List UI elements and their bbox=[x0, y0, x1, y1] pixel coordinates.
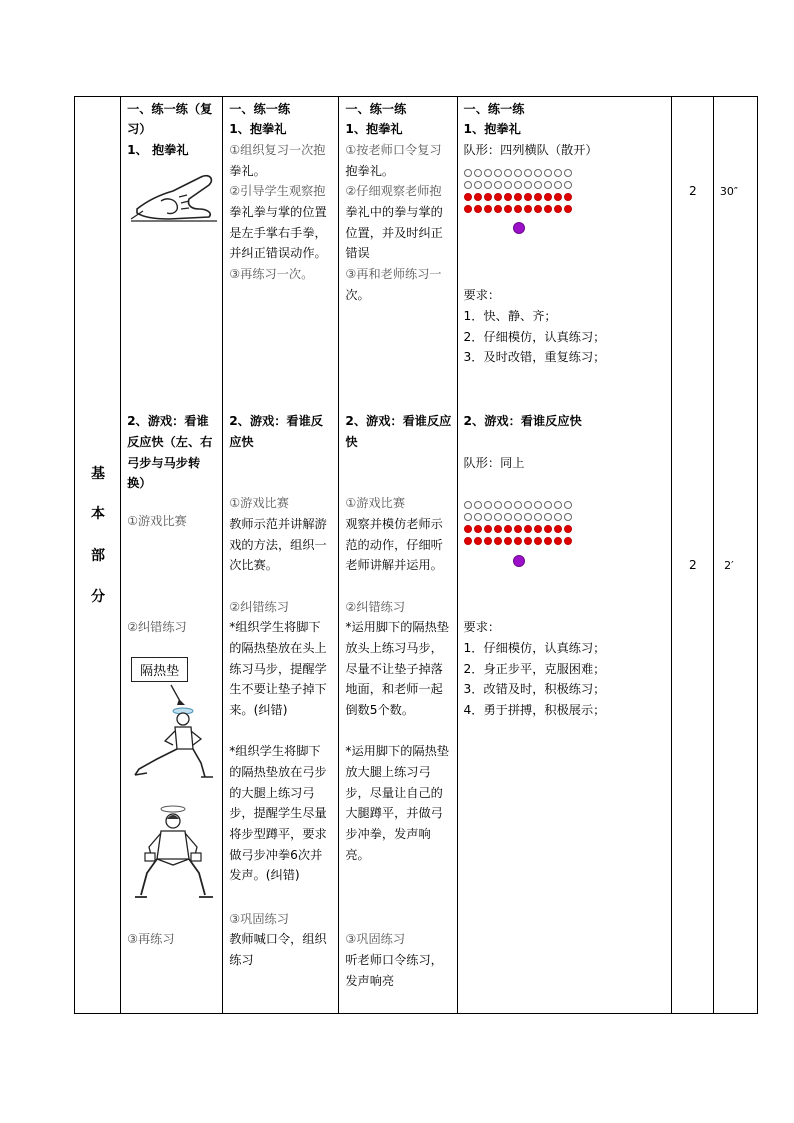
section-char: 分 bbox=[91, 589, 105, 605]
student-dot-filled bbox=[544, 193, 552, 201]
part2-student-heading: 2、游戏：看谁反应 bbox=[345, 414, 452, 428]
student-dot-filled bbox=[534, 205, 542, 213]
student-line: 次。 bbox=[345, 288, 370, 302]
teacher-game-line: 戏的方法，组织一 bbox=[229, 538, 327, 552]
student-dot-empty bbox=[494, 169, 502, 177]
fist-salute-illustration bbox=[129, 161, 219, 223]
student-dot-empty bbox=[474, 181, 482, 189]
part2-student-heading-cont: 快 bbox=[345, 435, 358, 449]
student-line: 拳礼中的拳与掌的 bbox=[345, 205, 443, 219]
formation-diagram-1 bbox=[464, 169, 572, 217]
student-dot-empty bbox=[484, 501, 492, 509]
student-dot-filled bbox=[534, 525, 542, 533]
teacher-line: 并纠正错误动作。 bbox=[229, 246, 327, 260]
times-column bbox=[671, 97, 713, 1014]
teacher-consolidate-line: 教师喊口令，组织 bbox=[229, 932, 327, 946]
student-correct-line: 倒数5个数。 bbox=[345, 703, 415, 717]
student-dot-filled bbox=[464, 537, 472, 545]
student-dot-empty bbox=[554, 501, 562, 509]
teacher-column bbox=[223, 97, 339, 1014]
student-dot-filled bbox=[564, 205, 572, 213]
student-dot-empty bbox=[474, 513, 482, 521]
student-consolidate-line: 听老师口令练习， bbox=[345, 953, 443, 967]
formation-row bbox=[464, 181, 572, 191]
student-dot-filled bbox=[474, 537, 482, 545]
formation-row bbox=[464, 193, 572, 203]
part1-times: 2 bbox=[688, 184, 697, 198]
student-dot-empty bbox=[504, 501, 512, 509]
teacher-correct2-line: 步，提醒学生尽量 bbox=[229, 806, 327, 820]
student-dot-filled bbox=[474, 525, 482, 533]
student-dot-filled bbox=[554, 525, 562, 533]
student-dot-empty bbox=[464, 513, 472, 521]
student-column bbox=[339, 97, 457, 1014]
game-label: ①游戏比赛 bbox=[127, 514, 187, 528]
teacher-line: ②引导学生观察抱 bbox=[229, 184, 326, 198]
student-dot-filled bbox=[544, 537, 552, 545]
student-line: 位置，并及时纠正 bbox=[345, 226, 443, 240]
section-cell bbox=[75, 97, 121, 1014]
teacher-correct2-line: 做弓步冲拳6次并 bbox=[229, 848, 323, 862]
student-correct2-line: 步，尽量让自己的 bbox=[345, 786, 443, 800]
part2-heading-cont: 反应快（左、右 bbox=[127, 435, 213, 449]
part2-formation: 队形：同上 bbox=[463, 456, 525, 470]
student-dot-empty bbox=[554, 513, 562, 521]
part1-req-title: 要求： bbox=[463, 288, 501, 302]
student-line: ①按老师口令复习 bbox=[345, 143, 442, 157]
student-line: 错误 bbox=[345, 246, 370, 260]
student-dot-empty bbox=[554, 181, 562, 189]
part2-req: 1．仔细模仿，认真练习； bbox=[463, 641, 606, 655]
part1-heading-cont: 习） bbox=[127, 122, 152, 136]
student-dot-filled bbox=[544, 205, 552, 213]
student-dot-filled bbox=[474, 193, 482, 201]
part1-item: 1、 抱拳礼 bbox=[127, 143, 189, 157]
part2-req: 3．改错及时，积极练习； bbox=[463, 682, 606, 696]
student-dot-empty bbox=[534, 169, 542, 177]
student-dot-filled bbox=[504, 193, 512, 201]
student-dot-filled bbox=[514, 525, 522, 533]
teacher-correct-title: ②纠错练习 bbox=[229, 600, 289, 614]
student-dot-filled bbox=[464, 205, 472, 213]
student-dot-filled bbox=[524, 525, 532, 533]
student-dot-filled bbox=[484, 537, 492, 545]
part2-req-title: 要求： bbox=[463, 620, 501, 634]
student-dot-empty bbox=[544, 513, 552, 521]
student-correct2-line: 大腿蹲平，并做弓 bbox=[345, 806, 443, 820]
organization-column bbox=[457, 97, 671, 1014]
teacher-line: 是左手掌右手拳， bbox=[229, 226, 327, 240]
formation-row bbox=[464, 169, 572, 179]
student-dot-empty bbox=[504, 181, 512, 189]
student-dot-empty bbox=[514, 169, 522, 177]
student-dot-empty bbox=[474, 501, 482, 509]
teacher-line: 拳礼拳与掌的位置 bbox=[229, 205, 327, 219]
section-char: 部 bbox=[91, 548, 105, 564]
teacher-correct-line: 练习马步，提醒学 bbox=[229, 662, 327, 676]
student-dot-filled bbox=[484, 193, 492, 201]
teacher-correct-line: *组织学生将脚下 bbox=[229, 620, 321, 634]
student-correct2-line: 亮。 bbox=[345, 848, 370, 862]
teacher-consolidate-line: 练习 bbox=[229, 953, 254, 967]
student-dot-filled bbox=[464, 193, 472, 201]
formation-diagram-2 bbox=[464, 501, 572, 549]
part2-org-heading: 2、游戏：看谁反应快 bbox=[463, 414, 582, 428]
pad-label-box: 隔热垫 bbox=[131, 657, 188, 682]
formation-row bbox=[464, 513, 572, 523]
student-dot-filled bbox=[494, 537, 502, 545]
formation-row bbox=[464, 525, 572, 535]
part1-duration: 30″ bbox=[719, 185, 738, 198]
lesson-plan-table bbox=[74, 96, 758, 1014]
student-dot-filled bbox=[474, 205, 482, 213]
part1-org-heading: 一、练一练 bbox=[463, 102, 525, 116]
student-dot-empty bbox=[564, 181, 572, 189]
student-correct2-line: 放大腿上练习弓 bbox=[345, 765, 431, 779]
student-dot-empty bbox=[544, 501, 552, 509]
teacher-correct-line: 的隔热垫放在头上 bbox=[229, 641, 327, 655]
student-dot-filled bbox=[524, 537, 532, 545]
student-game-line: 观察并模仿老师示 bbox=[345, 517, 443, 531]
student-dot-empty bbox=[474, 169, 482, 177]
part1-student-heading: 一、练一练 bbox=[345, 102, 407, 116]
student-dot-empty bbox=[564, 169, 572, 177]
part2-duration: 2′ bbox=[724, 559, 734, 572]
student-dot-filled bbox=[494, 193, 502, 201]
part2-req: 2．身正步平，克服困难； bbox=[463, 662, 606, 676]
part2-heading-cont: 弓步与马步转 bbox=[127, 456, 201, 470]
student-correct-title: ②纠错练习 bbox=[345, 600, 406, 614]
part2-teacher-heading-cont: 应快 bbox=[229, 435, 254, 449]
student-consolidate-line: 发声响亮 bbox=[345, 974, 395, 988]
section-char: 基 bbox=[91, 466, 105, 482]
teacher-correct2-line: 发声。(纠错) bbox=[229, 868, 300, 882]
part1-req: 1．快、静、齐； bbox=[463, 309, 557, 323]
student-dot-empty bbox=[514, 513, 522, 521]
student-dot-empty bbox=[534, 513, 542, 521]
student-dot-empty bbox=[504, 169, 512, 177]
part1-student-item: 1、抱拳礼 bbox=[345, 122, 403, 136]
part1-req: 3．及时改错，重复练习； bbox=[463, 350, 606, 364]
teacher-correct2-line: *组织学生将脚下 bbox=[229, 744, 321, 758]
part2-heading-cont: 换） bbox=[127, 476, 152, 490]
student-dot-empty bbox=[524, 513, 532, 521]
student-dot-empty bbox=[494, 513, 502, 521]
student-dot-filled bbox=[504, 537, 512, 545]
student-game-line: 范的动作，仔细听 bbox=[345, 538, 443, 552]
student-dot-empty bbox=[494, 181, 502, 189]
formation-row bbox=[464, 501, 572, 511]
content-column bbox=[121, 97, 223, 1014]
student-dot-empty bbox=[514, 501, 522, 509]
student-dot-empty bbox=[484, 181, 492, 189]
part1-heading: 一、练一练（复 bbox=[127, 102, 213, 116]
part1-org-item: 1、抱拳礼 bbox=[463, 122, 521, 136]
duration-column bbox=[713, 97, 757, 1014]
teacher-marker bbox=[513, 555, 525, 567]
teacher-correct2-line: 的大腿上练习弓 bbox=[229, 786, 315, 800]
student-dot-empty bbox=[564, 513, 572, 521]
teacher-correct2-line: 的隔热垫放在弓步 bbox=[229, 765, 327, 779]
teacher-correct2-line: 将步型蹲平，要求 bbox=[229, 827, 327, 841]
horse-stance-illustration bbox=[131, 683, 223, 783]
student-dot-empty bbox=[544, 181, 552, 189]
teacher-game-title: ①游戏比赛 bbox=[229, 496, 289, 510]
student-dot-empty bbox=[464, 501, 472, 509]
student-line: ③再和老师练习一 bbox=[345, 267, 442, 281]
student-dot-filled bbox=[514, 205, 522, 213]
again-label: ③再练习 bbox=[127, 932, 175, 946]
student-game-title: ①游戏比赛 bbox=[345, 496, 406, 510]
teacher-correct-line: 来。(纠错) bbox=[229, 703, 288, 717]
student-dot-empty bbox=[554, 169, 562, 177]
part1-teacher-item: 1、抱拳礼 bbox=[229, 122, 287, 136]
student-dot-filled bbox=[564, 525, 572, 533]
student-dot-filled bbox=[534, 537, 542, 545]
student-dot-filled bbox=[534, 193, 542, 201]
student-dot-filled bbox=[554, 537, 562, 545]
student-dot-filled bbox=[494, 525, 502, 533]
student-correct2-line: *运用脚下的隔热垫 bbox=[345, 744, 449, 758]
correct-label: ②纠错练习 bbox=[127, 620, 187, 634]
student-dot-filled bbox=[484, 525, 492, 533]
part2-teacher-heading: 2、游戏：看谁反 bbox=[229, 414, 323, 428]
part2-heading: 2、游戏：看谁 bbox=[127, 414, 209, 428]
student-dot-filled bbox=[514, 537, 522, 545]
part1-teacher-heading: 一、练一练 bbox=[229, 102, 291, 116]
bow-stance-illustration bbox=[133, 803, 217, 905]
student-dot-empty bbox=[524, 169, 532, 177]
student-dot-filled bbox=[554, 205, 562, 213]
part1-req: 2．仔细模仿，认真练习； bbox=[463, 330, 606, 344]
student-dot-filled bbox=[464, 525, 472, 533]
student-game-line: 老师讲解并运用。 bbox=[345, 558, 443, 572]
student-dot-empty bbox=[464, 169, 472, 177]
teacher-line: 拳礼。 bbox=[229, 164, 266, 178]
student-dot-filled bbox=[554, 193, 562, 201]
student-dot-empty bbox=[524, 181, 532, 189]
student-dot-filled bbox=[514, 193, 522, 201]
formation-row bbox=[464, 205, 572, 215]
student-dot-empty bbox=[484, 169, 492, 177]
teacher-game-line: 次比赛。 bbox=[229, 558, 278, 572]
student-dot-filled bbox=[504, 525, 512, 533]
student-dot-empty bbox=[484, 513, 492, 521]
teacher-consolidate-title: ③巩固练习 bbox=[229, 912, 289, 926]
student-dot-filled bbox=[494, 205, 502, 213]
teacher-marker bbox=[513, 222, 525, 234]
student-correct-line: 地面，和老师一起 bbox=[345, 682, 443, 696]
part2-times: 2 bbox=[688, 558, 697, 572]
student-dot-empty bbox=[514, 181, 522, 189]
student-line: 抱拳礼。 bbox=[345, 164, 395, 178]
student-dot-empty bbox=[464, 181, 472, 189]
student-dot-empty bbox=[524, 501, 532, 509]
part1-formation: 队形：四列横队（散开） bbox=[463, 143, 598, 157]
student-dot-filled bbox=[564, 537, 572, 545]
student-dot-empty bbox=[564, 501, 572, 509]
part2-req: 4．勇于拼搏，积极展示； bbox=[463, 703, 606, 717]
section-char: 本 bbox=[91, 506, 105, 522]
student-dot-empty bbox=[494, 501, 502, 509]
student-dot-filled bbox=[524, 205, 532, 213]
student-line: ②仔细观察老师抱 bbox=[345, 184, 442, 198]
student-dot-empty bbox=[534, 501, 542, 509]
student-dot-filled bbox=[504, 205, 512, 213]
teacher-game-line: 教师示范并讲解游 bbox=[229, 517, 327, 531]
student-dot-filled bbox=[564, 193, 572, 201]
student-dot-filled bbox=[524, 193, 532, 201]
teacher-line: ③再练习一次。 bbox=[229, 267, 314, 281]
teacher-line: ①组织复习一次抱 bbox=[229, 143, 326, 157]
student-dot-filled bbox=[544, 525, 552, 533]
formation-row bbox=[464, 537, 572, 547]
student-dot-empty bbox=[504, 513, 512, 521]
student-dot-filled bbox=[484, 205, 492, 213]
student-dot-empty bbox=[544, 169, 552, 177]
student-correct-line: *运用脚下的隔热垫 bbox=[345, 620, 449, 634]
student-correct-line: 放头上练习马步， bbox=[345, 641, 443, 655]
student-correct-line: 尽量不让垫子掉落 bbox=[345, 662, 443, 676]
student-correct2-line: 步冲拳，发声响 bbox=[345, 827, 431, 841]
student-consolidate-title: ③巩固练习 bbox=[345, 932, 406, 946]
student-dot-empty bbox=[534, 181, 542, 189]
teacher-correct-line: 生不要让垫子掉下 bbox=[229, 682, 327, 696]
